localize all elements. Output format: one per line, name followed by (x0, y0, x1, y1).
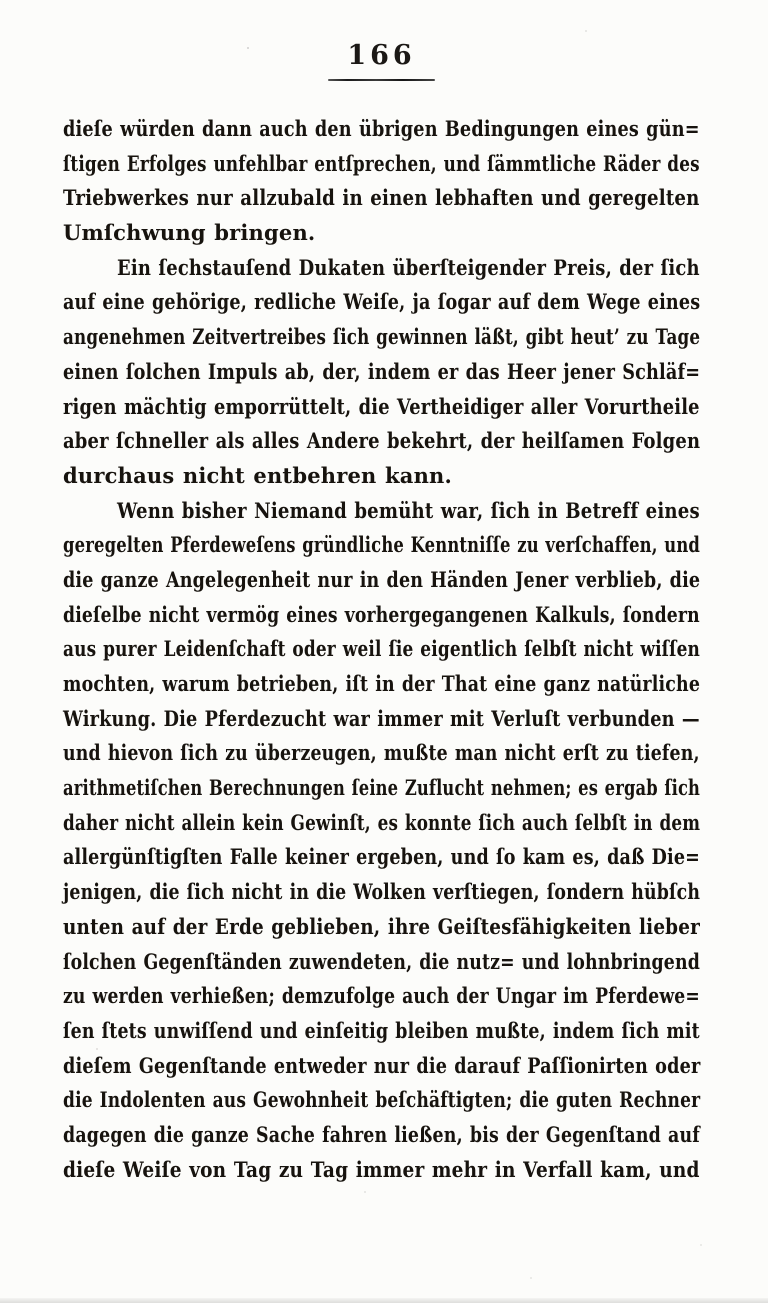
text-line (63, 424, 700, 459)
paragraph (63, 112, 700, 251)
text-line (63, 945, 700, 980)
text-line (63, 702, 700, 737)
text-line (63, 459, 700, 494)
text-line-content: Umſchwung bringen. (63, 220, 316, 246)
text-line (63, 528, 700, 563)
text-line (63, 112, 700, 147)
text-line-content: angenehmen Zeitvertreibes ſich gewinnen läßt, gibt heut’ zu Tage (63, 324, 701, 350)
text-line (63, 910, 700, 945)
text-line-content: geregelten Pferdeweſens gründliche Kenntniſſe zu verſchaffen, und (63, 532, 701, 558)
text-line-content: dieſe Weiſe von Tag zu Tag immer mehr in Verfall kam, und (63, 1156, 700, 1182)
text-line (63, 875, 700, 910)
text-line-content: Wenn bisher Niemand bemüht war, ſich in Betreff eines (117, 497, 700, 523)
page-number: 166 (347, 40, 416, 71)
text-line-content: dieſelbe nicht vermög eines vorhergegangenen Kalkuls, ſondern (63, 601, 700, 627)
text-line-content: arithmetiſchen Berechnungen ſeine Zuflucht nehmen; es ergab ſich (63, 775, 701, 801)
text-line-content: zu werden verhießen; demzufolge auch der Ungar im Pferdewe= (63, 983, 700, 1009)
scan-speckle-dots (0, 0, 2, 2)
text-line (63, 806, 700, 841)
text-line (63, 147, 700, 182)
text-line (63, 216, 700, 251)
text-line (63, 390, 700, 425)
paragraph (63, 494, 700, 1188)
text-line-content: Ein ſechstauſend Dukaten überſteigender Preis, der ſich (117, 254, 700, 280)
text-line-content: allergünſtigſten Falle keiner ergeben, und ſo kam es, daß Die= (63, 844, 701, 870)
text-line-content: die Indolenten aus Gewohnheit beſchäftigten; die guten Rechner (63, 1087, 701, 1113)
text-line-content: dieſem Gegenſtande entweder nur die darauf Paſſionirten oder (63, 1052, 701, 1078)
text-line-content: die ganze Angelegenheit nur in den Händen Jener verblieb, die (63, 566, 701, 592)
text-line-content: dagegen die ganze Sache fahren ließen, bis der Gegenſtand auf (63, 1121, 700, 1147)
text-line (63, 251, 700, 286)
text-line-content: ſen ſtets unwiſſend und einſeitig bleiben mußte, indem ſich mit (63, 1017, 700, 1043)
text-line-content: aber ſchneller als alles Andere bekehrt, der heilſamen Folgen (63, 428, 701, 454)
text-line (63, 355, 700, 390)
text-line-content: Triebwerkes nur allzubald in einen lebhaften und geregelten (63, 185, 700, 211)
text-line-content: rigen mächtig emporrüttelt, die Vertheidiger aller Vorurtheile (63, 393, 700, 419)
paragraph (63, 251, 700, 494)
text-line-content: ſtigen Erfolges unfehlbar entſprechen, und ſämmtliche Räder des (63, 150, 700, 176)
text-line-content: durchaus nicht entbehren kann. (63, 462, 453, 488)
text-line (63, 563, 700, 598)
text-line (63, 598, 700, 633)
text-line-content: jenigen, die ſich nicht in die Wolken verſtiegen, ſondern hübſch (63, 879, 701, 905)
text-line (63, 1153, 700, 1188)
text-line-content: und hievon ſich zu überzeugen, mußte man nicht erſt zu tiefen, (63, 740, 700, 766)
text-line (63, 494, 700, 529)
text-line (63, 771, 700, 806)
text-line-content: daher nicht allein kein Gewinſt, es konnte ſich auch ſelbſt in dem (63, 809, 701, 835)
text-line-content: einen ſolchen Impuls ab, der, indem er das Heer jener Schläf= (63, 358, 701, 384)
page-number-rule (328, 79, 435, 81)
text-line (63, 667, 700, 702)
text-line (63, 736, 700, 771)
text-line (63, 632, 700, 667)
text-line (63, 1014, 700, 1049)
text-line-content: auf eine gehörige, redliche Weiſe, ja ſogar auf dem Wege eines (63, 289, 701, 315)
text-line-content: unten auf der Erde geblieben, ihre Geiſtesfähigkeiten lieber (63, 913, 700, 939)
running-head (63, 40, 700, 81)
text-line (63, 320, 700, 355)
text-line-content: mochten, warum betrieben, iſt in der That eine ganz natürliche (63, 671, 701, 696)
text-line-content: Wirkung. Die Pferdezucht war immer mit Verluſt verbunden — (63, 705, 700, 731)
text-line (63, 979, 700, 1014)
text-line (63, 1083, 700, 1118)
text-line-content: dieſe würden dann auch den übrigen Bedingungen eines gün= (63, 116, 700, 141)
page-text (63, 112, 700, 1187)
text-line (63, 1118, 700, 1153)
text-line-content: ſolchen Gegenſtänden zuwendeten, die nutz= und lohnbringend (63, 948, 700, 974)
text-line (63, 840, 700, 875)
text-line (63, 285, 700, 320)
scan-bottom-edge (0, 1298, 768, 1303)
text-line-content: aus purer Leidenſchaft oder weil ſie eigentlich ſelbſt nicht wiſſen (63, 636, 700, 662)
text-line (63, 1049, 700, 1084)
text-line (63, 181, 700, 216)
